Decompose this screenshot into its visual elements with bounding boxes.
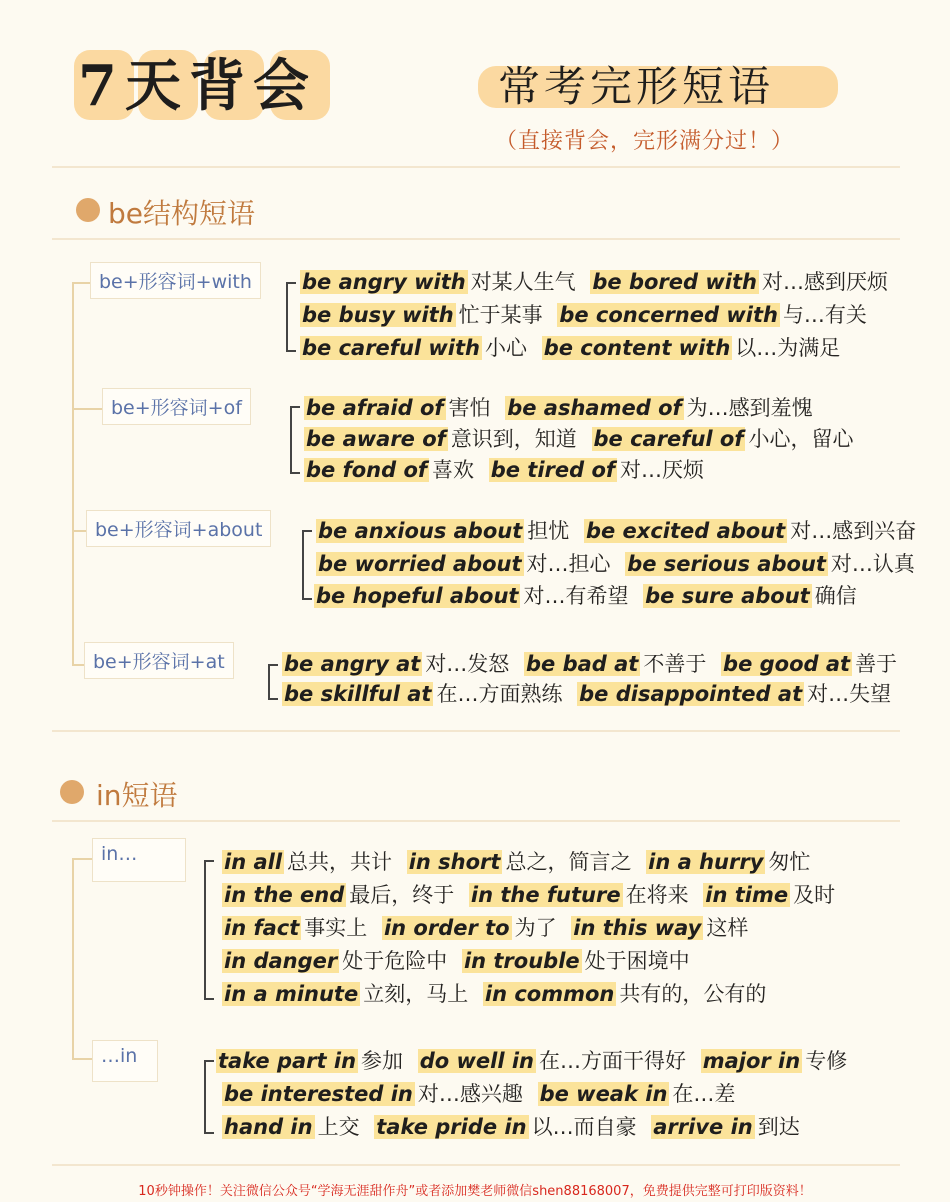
- phrase-row: [282, 650, 905, 678]
- phrase-en: in common: [484, 982, 615, 1006]
- phrase-en: in the future: [470, 883, 621, 907]
- phrase-zh: 为…感到羞愧: [686, 396, 813, 420]
- footer-promo: 10秒钟操作！关注微信公众号“学海无涯甜作舟”或者添加樊老师微信shen88168007，免费提供完整可打印版资料！: [138, 1184, 812, 1199]
- phrase-en: be content with: [543, 336, 731, 360]
- phrase-zh: 事实上: [304, 916, 368, 940]
- tree-line: [72, 282, 74, 664]
- phrase-en: in order to: [383, 916, 510, 940]
- phrase-en: be busy with: [302, 303, 454, 327]
- group-bracket: [302, 530, 312, 600]
- phrase-zh: 以…而自豪: [531, 1115, 637, 1139]
- phrase-en: be bored with: [592, 270, 757, 294]
- phrase-en: major in: [702, 1049, 801, 1073]
- phrase-row: [222, 1113, 808, 1141]
- phrase-zh: 对某人生气: [470, 270, 576, 294]
- phrase-zh: 为了: [514, 916, 557, 940]
- phrase-zh: 对…感到厌烦: [761, 270, 888, 294]
- phrase-zh: 在…方面熟练: [436, 682, 563, 706]
- tree-branch: [72, 664, 84, 666]
- tree-branch: [72, 530, 86, 532]
- tree-branch: [72, 408, 102, 410]
- phrase-row: [314, 582, 865, 610]
- phrase-en: be excited about: [585, 519, 786, 543]
- phrase-en: be hopeful about: [316, 584, 519, 608]
- group-bracket: [286, 282, 296, 352]
- phrase-zh: 处于危险中: [342, 949, 448, 973]
- divider: [52, 238, 900, 240]
- phrase-en: arrive in: [653, 1115, 753, 1139]
- phrase-row: [304, 394, 821, 422]
- phrase-zh: 对…担心: [526, 552, 611, 576]
- phrase-zh: 以…为满足: [735, 336, 841, 360]
- divider: [52, 730, 900, 732]
- phrase-en: be interested in: [224, 1082, 413, 1106]
- phrase-en: be worried about: [318, 552, 522, 576]
- phrase-en: in short: [408, 850, 501, 874]
- tree-branch: [72, 282, 90, 284]
- section-dot-icon: [60, 780, 84, 804]
- divider: [52, 820, 900, 822]
- divider: [52, 166, 900, 168]
- phrase-row: [216, 1047, 855, 1075]
- tree-line: [72, 858, 74, 1058]
- page-title: 7天背会: [78, 53, 317, 119]
- phrase-zh: 这样: [706, 916, 749, 940]
- phrase-en: be anxious about: [318, 519, 523, 543]
- phrase-en: in all: [224, 850, 283, 874]
- phrase-zh: 共有的，公有的: [619, 982, 767, 1006]
- phrase-row: [282, 680, 899, 708]
- phrase-en: be angry with: [302, 270, 466, 294]
- group-bracket: [290, 406, 300, 474]
- phrase-en: in the end: [224, 883, 345, 907]
- phrase-en: be tired of: [490, 458, 616, 482]
- phrase-zh: 意识到，知道: [450, 427, 577, 451]
- category-label: in…: [92, 838, 186, 882]
- divider: [52, 1164, 900, 1166]
- phrase-zh: 小心，留心: [748, 427, 854, 451]
- phrase-zh: 立刻，马上: [363, 982, 469, 1006]
- phrase-en: be skillful at: [284, 682, 432, 706]
- phrase-zh: 参加: [361, 1049, 404, 1073]
- phrase-zh: 在将来: [625, 883, 689, 907]
- phrase-zh: 在…差: [672, 1082, 736, 1106]
- phrase-zh: 忙于某事: [458, 303, 543, 327]
- phrase-zh: 害怕: [448, 396, 491, 420]
- category-label: be+形容词+about: [86, 510, 271, 547]
- phrase-row: [316, 517, 924, 545]
- phrase-zh: 专修: [805, 1049, 848, 1073]
- phrase-zh: 对…发怒: [425, 652, 510, 676]
- phrase-en: in trouble: [463, 949, 580, 973]
- phrase-en: be careful of: [593, 427, 744, 451]
- phrase-row: [222, 914, 756, 942]
- phrase-zh: 对…认真: [830, 552, 915, 576]
- phrase-en: take part in: [218, 1049, 357, 1073]
- phrase-zh: 善于: [855, 652, 898, 676]
- phrase-en: be afraid of: [306, 396, 444, 420]
- category-label: be+形容词+with: [90, 262, 261, 299]
- phrase-en: hand in: [224, 1115, 313, 1139]
- phrase-en: be serious about: [627, 552, 826, 576]
- phrase-zh: 小心: [485, 336, 527, 360]
- phrase-zh: 担忧: [527, 519, 570, 543]
- phrase-row: [222, 848, 818, 876]
- phrase-row: [222, 980, 774, 1008]
- phrase-en: be concerned with: [559, 303, 778, 327]
- phrase-row: [300, 301, 875, 329]
- phrase-zh: 及时: [793, 883, 836, 907]
- phrase-zh: 不善于: [643, 652, 707, 676]
- phrase-row: [300, 334, 848, 362]
- phrase-zh: 最后，终于: [349, 883, 455, 907]
- phrase-en: be aware of: [306, 427, 446, 451]
- section-title: be结构短语: [108, 197, 256, 230]
- phrase-en: be careful with: [302, 336, 480, 360]
- phrase-row: [222, 1080, 743, 1108]
- phrase-zh: 总共，共计: [287, 850, 393, 874]
- phrase-zh: 总之，简言之: [505, 850, 632, 874]
- phrase-zh: 喜欢: [432, 458, 475, 482]
- phrase-en: in time: [705, 883, 789, 907]
- phrase-en: in a hurry: [648, 850, 764, 874]
- section-title: in短语: [96, 779, 178, 812]
- phrase-zh: 对…感兴趣: [417, 1082, 523, 1106]
- phrase-en: do well in: [419, 1049, 535, 1073]
- phrase-zh: 与…有关: [782, 303, 867, 327]
- section-dot-icon: [76, 198, 100, 222]
- phrase-zh: 上交: [317, 1115, 360, 1139]
- phrase-en: in danger: [224, 949, 338, 973]
- phrase-zh: 对…失望: [807, 682, 892, 706]
- phrase-en: in a minute: [224, 982, 359, 1006]
- phrase-en: in fact: [224, 916, 300, 940]
- phrase-row: [222, 881, 843, 909]
- phrase-row: [300, 268, 896, 296]
- phrase-zh: 对…感到兴奋: [790, 519, 917, 543]
- phrase-en: take pride in: [376, 1115, 527, 1139]
- phrase-row: [304, 456, 712, 484]
- phrase-zh: 处于困境中: [584, 949, 690, 973]
- phrase-zh: 对…有希望: [523, 584, 629, 608]
- phrase-en: be ashamed of: [507, 396, 682, 420]
- group-bracket: [204, 1060, 214, 1134]
- phrase-zh: 到达: [757, 1115, 800, 1139]
- phrase-en: be weak in: [539, 1082, 668, 1106]
- phrase-en: be bad at: [526, 652, 639, 676]
- page-subtitle: 常考完形短语: [498, 62, 775, 111]
- phrase-zh: 确信: [814, 584, 857, 608]
- category-label: be+形容词+of: [102, 388, 251, 425]
- phrase-en: be disappointed at: [579, 682, 803, 706]
- category-label: be+形容词+at: [84, 642, 234, 679]
- phrase-zh: 匆忙: [768, 850, 811, 874]
- group-bracket: [268, 664, 278, 700]
- phrase-en: be sure about: [645, 584, 810, 608]
- tree-branch: [72, 858, 92, 860]
- phrase-en: be fond of: [306, 458, 428, 482]
- phrase-zh: 在…方面干得好: [539, 1049, 687, 1073]
- phrase-en: be angry at: [284, 652, 421, 676]
- tree-branch: [72, 1058, 92, 1060]
- phrase-row: [304, 425, 861, 453]
- phrase-en: be good at: [723, 652, 851, 676]
- category-label: …in: [92, 1040, 158, 1082]
- phrase-row: [222, 947, 698, 975]
- group-bracket: [204, 860, 214, 1000]
- phrase-row: [316, 550, 923, 578]
- phrase-en: in this way: [573, 916, 702, 940]
- tagline: （直接背会，完形满分过！）: [495, 129, 795, 154]
- phrase-zh: 对…厌烦: [620, 458, 705, 482]
